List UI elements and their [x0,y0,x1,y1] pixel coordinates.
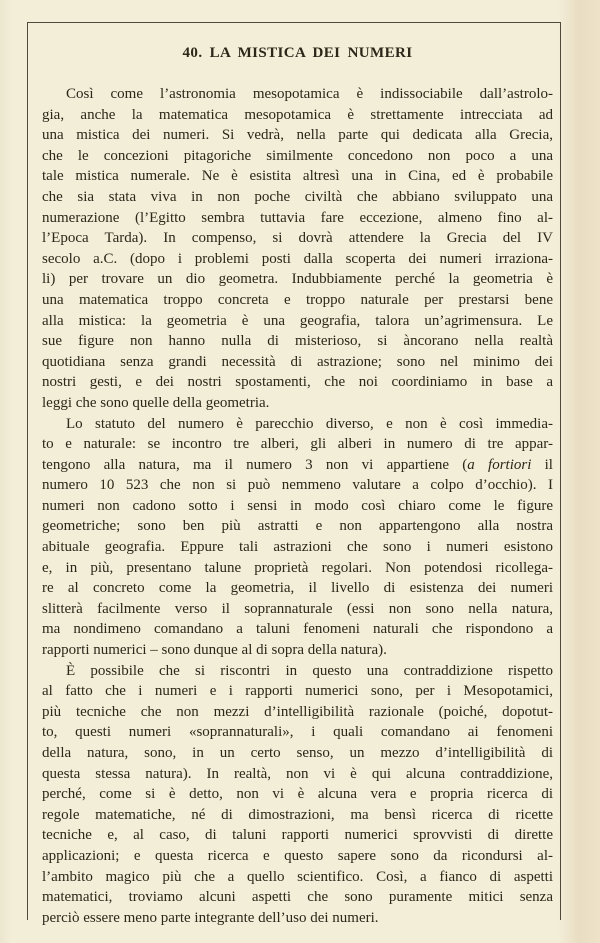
text-line [42,846,553,867]
text-line [42,825,553,846]
text-segment: to, questi numeri «soprannaturali», i quali comandano ai fenomeni [42,724,553,741]
text-line [42,764,553,785]
text-line [42,290,553,311]
text-line [42,599,553,620]
text-segment: una matematica troppo concreta e troppo naturale per prestarsi bene [42,291,553,308]
text-line [42,455,553,476]
text-segment: geometriche; sono ben più astratti e non appartengono alla nostra [42,518,553,535]
text-segment: abituale geografia. Eppure tali astrazioni che sono i numeri esistono [42,539,553,556]
text-segment: il [531,456,553,473]
text-line [42,434,553,455]
text-segment: matematici, troviamo alcuni aspetti che sono puramente mitici senza [42,889,553,906]
text-line [42,743,553,764]
text-segment: più tecniche che non mezzi d’intelligibilità razionale (poiché, dopotut- [42,703,553,720]
text-segment: rapporti numerici – sono dunque al di sopra della natura). [42,642,387,659]
text-line [42,805,553,826]
text-segment: tecniche e, al caso, di taluni rapporti numerici sprovvisti di dirette [42,827,553,844]
italic-text: a fortiori [467,456,532,473]
text-line [42,578,553,599]
text-segment: applicazioni; e questa ricerca e questo sapere sono da ricondursi al- [42,847,553,864]
text-segment: perché, come si è detto, non vi è alcuna vera e propria ricerca di [42,786,553,803]
text-line [42,372,553,393]
text-segment: che sia stata viva in non poche civiltà che abbiano sviluppato una [42,188,553,205]
text-segment: una mistica dei numeri. Si vedrà, nella parte qui dedicata alla Grecia, [42,127,553,144]
text-segment: secolo a.C. (dopo i problemi posti dalla scoperta dei numeri irraziona- [42,250,553,267]
text-segment: al fatto che i numeri e i rapporti numerici sono, per i Mesopotamici, [42,683,553,700]
text-segment: sue figure non hanno nulla di misterioso, si àncorano nella realtà [42,333,553,350]
text-segment: della natura, sono, in un certo senso, un mezzo d’intelligibilità di [42,745,553,761]
text-line [42,331,553,352]
text-line [42,187,553,208]
paragraph [42,414,553,661]
text-line [42,661,553,682]
text-segment: re al concreto come la geometria, il livello di esistenza dei numeri [42,580,553,597]
text-line [42,516,553,537]
text-line [42,722,553,743]
text-segment: quotidiana senza grandi necessità di astrazione; sono nel minimo dei [42,353,553,370]
text-line [42,146,553,167]
text-segment: questa stessa natura). In realtà, non vi è qui alcuna contraddizione, [42,765,553,782]
text-line [42,496,553,517]
text-line [42,125,553,146]
text-line [42,352,553,373]
text-segment: numerazione (l’Egitto sembra tuttavia fare eccezione, almeno fino al- [42,209,553,226]
text-segment: tale mistica numerale. Ne è esistita altresì una in Cina, ed è probabile [42,168,553,185]
text-segment: tengono alla natura, ma il numero 3 non vi appartiene ( [42,456,468,473]
text-segment: perciò essere meno parte integrante dell’uso dei numeri. [42,909,379,926]
text-segment: to e naturale: se incontro tre alberi, gli alberi in numero di tre appar- [42,436,553,453]
text-segment: slitterà facilmente verso il soprannaturale (essi non sono nella natura, [42,600,553,617]
text-line [42,311,553,332]
text-line [42,414,553,435]
text-segment: Lo statuto del numero è parecchio diverso, e non è così immedia- [66,415,553,432]
text-line [42,393,553,414]
text-segment: numero 10 523 che non si può nemmeno valutare a colpo d’occhio). I [42,477,553,494]
text-line [42,640,553,661]
chapter-heading: 40. LA MISTICA DEI NUMERI [182,45,413,61]
text-segment: ma nondimeno comandano a taluni fenomeni naturali che rispondono a [42,621,553,638]
text-line [42,619,553,640]
text-segment: che le concezioni pitagoriche similmente concedono non poco a una [42,147,553,164]
text-line [42,867,553,888]
text-line [42,681,553,702]
text-line [42,537,553,558]
text-segment: l’ambito magico più che a quello scientifico. Così, a fianco di aspetti [42,868,553,885]
text-segment: numeri non cadono sotto i sensi in modo così chiaro come le figure [42,497,553,514]
text-line [42,166,553,187]
text-segment: regole matematiche, né di dimostrazioni, ma bensì ricerca di ricette [42,806,553,823]
paragraph [42,661,553,929]
text-block [42,84,553,928]
text-line [42,249,553,270]
text-segment: l’Epoca Tarda). In compenso, si dovrà attendere la Grecia del IV [42,230,553,247]
text-segment: e, in più, presentano talune proprietà regolari. Non potendosi ricollega- [42,559,553,576]
text-segment: li) per trovare un dio geometra. Indubbiamente perché la geometria è [42,271,553,288]
text-line [42,475,553,496]
text-segment: alla mistica: la geometria è una geografia, talora un’agrimensura. Le [42,312,553,329]
text-line [42,269,553,290]
text-segment: È possibile che si riscontri in questo una contraddizione rispetto [66,662,553,679]
text-segment: gia, anche la matematica mesopotamica è strettamente intrecciata ad [42,106,553,123]
text-segment: Così come l’astronomia mesopotamica è indissociabile dall’astrolo- [66,86,553,102]
text-line [42,702,553,723]
text-line [42,105,553,126]
text-line [42,887,553,908]
text-line [42,208,553,229]
text-line [42,228,553,249]
text-line [42,84,553,105]
text-line [42,558,553,579]
text-segment: nostri gesti, e dei nostri spostamenti, che noi coordiniamo in base a [42,374,553,391]
text-line [42,908,553,929]
paragraph [42,84,553,414]
text-line [42,784,553,805]
text-segment: leggi che sono quelle della geometria. [42,394,270,411]
